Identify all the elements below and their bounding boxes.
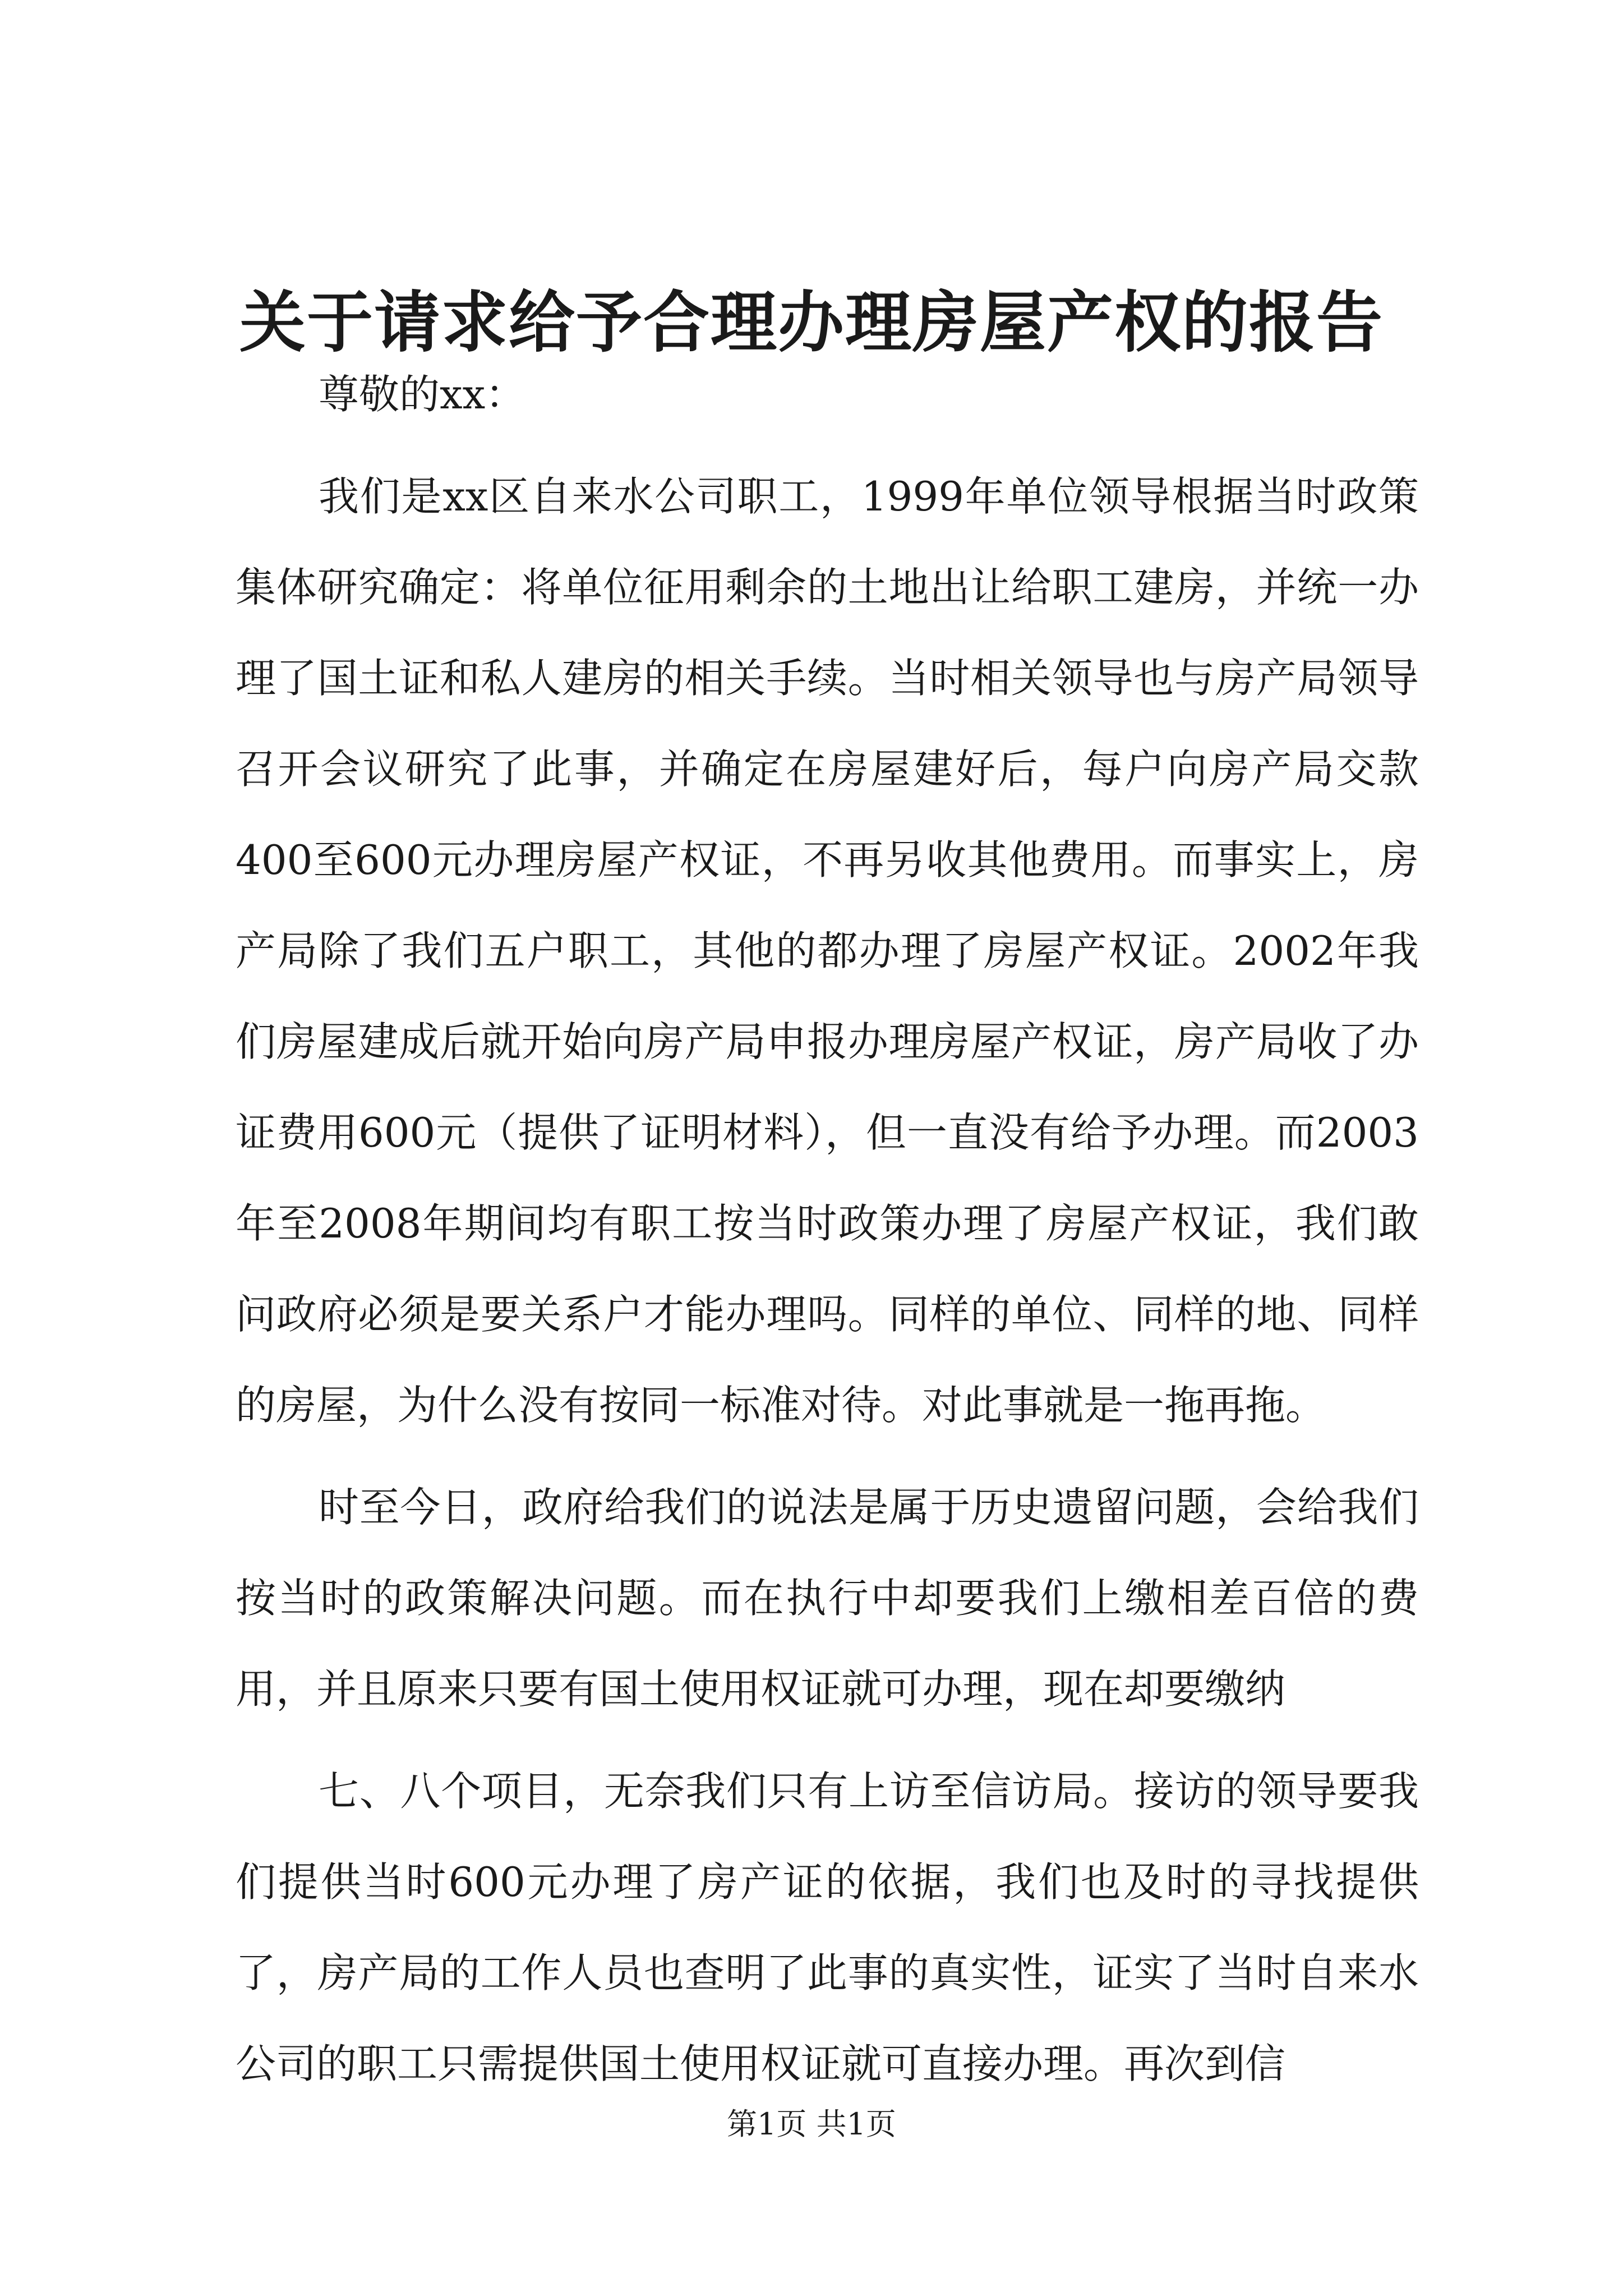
salutation: 尊敬的xx： (319, 371, 526, 418)
paragraph-2: 时至今日，政府给我们的说法是属于历史遗留问题，会给我们按当时的政策解决问题。而在执行中却要我们上缴相差百倍的费用，并且原来只要有国土使用权证就可办理，现在却要缴纳 (236, 1484, 1419, 1713)
paragraph-3: 七、八个项目，无奈我们只有上访至信访局。接访的领导要我们提供当时600元办理了房产证的依据，我们也及时的寻找提供了，房产局的工作人员也查明了此事的真实性，证实了当时自来水公司的职工只需提供国土使用权证就可直接办理。再次到信 (236, 1768, 1419, 2087)
paragraph-1: 我们是xx区自来水公司职工，1999年单位领导根据当时政策集体研究确定：将单位征用剩余的土地出让给职工建房，并统一办理了国土证和私人建房的相关手续。当时相关领导也与房产局领导召开会议研究了此事，并确定在房屋建好后，每户向房产局交款400至600元办理房屋产权证，不再另收其他费用。而事实上，房产局除了我们五户职工，其他的都办理了房屋产权证。2002年我们房屋建成后就开始向房产局申报办理房屋产权证，房产局收了办证费用600元（提供了证明材料），但一直没有给予办理。而2003年至2008年期间均有职工按当时政策办理了房屋产权证，我们敢问政府必须是要关系户才能办理吗。同样的单位、同样的地、同样的房屋，为什么没有按同一标准对待。对此事就是一拖再拖。 (236, 473, 1419, 1429)
document-title: 关于请求给予合理办理房屋产权的报告 (239, 283, 1384, 361)
document-body (236, 349, 1419, 2109)
page-footer: 第1页 共1页 (727, 2106, 896, 2142)
